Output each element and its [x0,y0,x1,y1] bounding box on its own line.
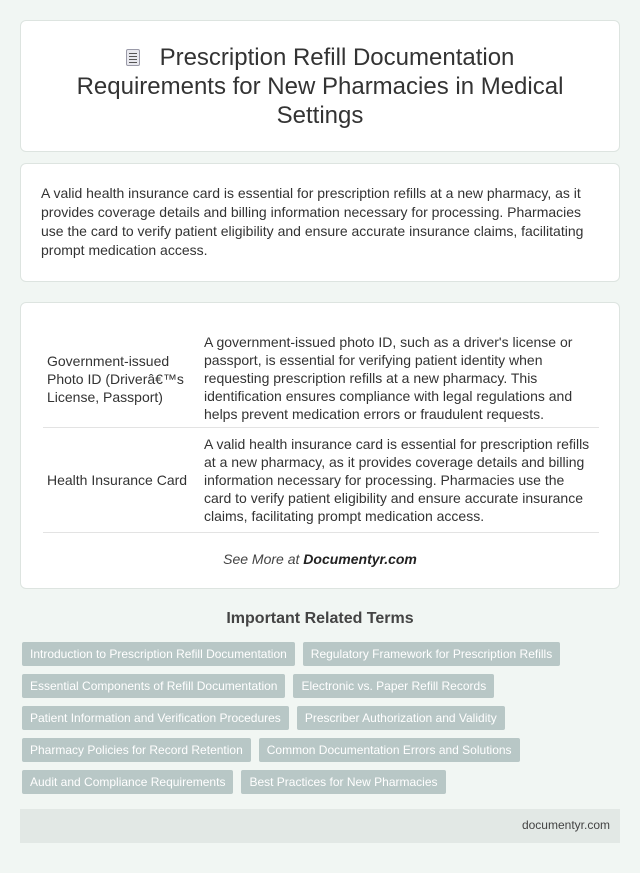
related-term-tag[interactable]: Essential Components of Refill Documentation [22,674,285,698]
page-title [21,21,619,130]
tag-row [22,738,622,762]
related-term-tag[interactable]: Patient Information and Verification Procedures [22,706,289,730]
title-card [20,20,620,152]
see-more-link[interactable]: Documentyr.com [303,551,417,567]
tag-row [22,642,622,666]
requirements-table [43,330,599,533]
table-row [43,428,599,533]
footer [20,809,620,843]
table-row [43,330,599,428]
intro-card [20,163,620,282]
related-terms-list [22,642,622,802]
term-cell: Health Insurance Card [43,428,198,533]
see-more-prefix: See More at [223,551,304,567]
description-cell: A government-issued photo ID, such as a driver's license or passport, is essential for verifying patient identity when requesting prescription refills at a new pharmacy. This identification ensures compliance with legal regulations and helps prevent medication errors or fraudulent requests. [198,330,599,428]
related-term-tag[interactable]: Regulatory Framework for Prescription Refills [303,642,560,666]
tag-row [22,770,622,794]
tag-row [22,674,622,698]
related-term-tag[interactable]: Audit and Compliance Requirements [22,770,233,794]
related-term-tag[interactable]: Pharmacy Policies for Record Retention [22,738,251,762]
related-term-tag[interactable]: Best Practices for New Pharmacies [241,770,445,794]
term-cell: Government-issued Photo ID (Driverâ€™s License, Passport) [43,330,198,428]
requirements-card [20,302,620,589]
tag-row [22,706,622,730]
page-title-text: Prescription Refill Documentation Requirements for New Pharmacies in Medical Settings [76,44,564,129]
related-term-tag[interactable]: Common Documentation Errors and Solutions [259,738,520,762]
related-term-tag[interactable]: Prescriber Authorization and Validity [297,706,505,730]
footer-site-link[interactable]: documentyr.com [521,818,610,832]
related-terms-heading: Important Related Terms [226,610,414,627]
description-cell: A valid health insurance card is essential for prescription refills at a new pharmacy, as it provides coverage details and billing information necessary for processing. Pharmacies use the card to verify patient eligibility and ensure accurate insurance claims, facilitating prompt medication access. [198,428,599,533]
related-term-tag[interactable]: Electronic vs. Paper Refill Records [293,674,494,698]
related-term-tag[interactable]: Introduction to Prescription Refill Documentation [22,642,295,666]
document-icon [126,49,140,66]
intro-paragraph: A valid health insurance card is essential for prescription refills at a new pharmacy, as it provides coverage details and billing information necessary for processing. Pharmacies use the card to verify patient eligibility and ensure accurate insurance claims, facilitating prompt medication access. [41,185,584,258]
see-more [21,551,619,567]
